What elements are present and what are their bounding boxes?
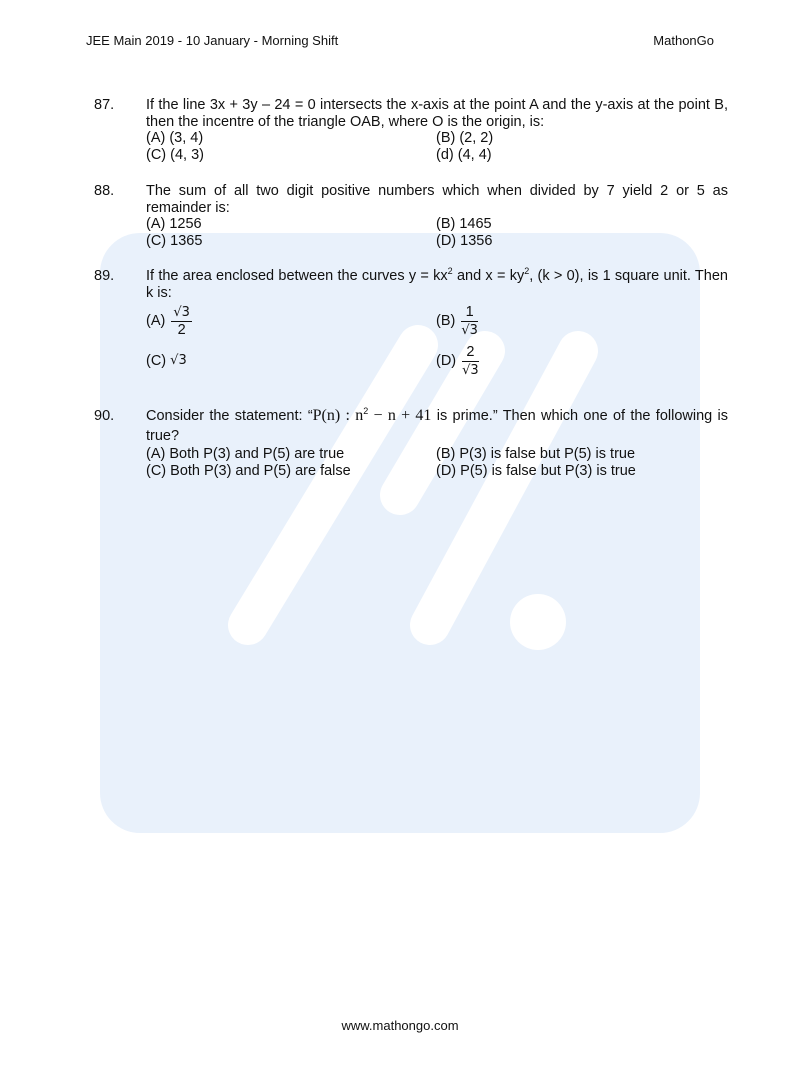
- option-a: (A) 1256: [146, 216, 202, 232]
- footer-url: www.mathongo.com: [341, 1018, 459, 1033]
- option-d: (D) 1356: [436, 232, 493, 249]
- question-89: [94, 268, 728, 381]
- option-d: (D) $\frac{2}{√3}$: [436, 343, 479, 378]
- option-a: (A) $\frac{√3}{2}$: [146, 304, 190, 338]
- question-number: 89.: [94, 268, 115, 284]
- option-d: (D) P(5) is false but P(3) is true: [436, 463, 636, 479]
- question-text: If the line 3x + 3y – 24 = 0 intersects the x-axis at the point A and the y-axis at the point B, then the incentre of the triangle OAB, where O is the origin, is:: [146, 97, 728, 130]
- question-87: [94, 97, 728, 163]
- question-90: [94, 406, 728, 480]
- header-brand: MathonGo: [653, 33, 714, 48]
- option-a: (A) (3, 4): [146, 130, 204, 146]
- option-c: (C) (4, 3): [146, 146, 204, 163]
- question-number: 87.: [94, 97, 115, 113]
- option-d: (d) (4, 4): [436, 146, 492, 163]
- question-number: 90.: [94, 408, 115, 424]
- question-text: The sum of all two digit positive numbers which when divided by 7 yield 2 or 5 as remainder is:: [146, 183, 728, 216]
- option-b: (B) (2, 2): [436, 130, 494, 146]
- option-b: (B) 1465: [436, 216, 492, 232]
- question-88: [94, 183, 728, 249]
- option-c: (C) 1365: [146, 232, 203, 249]
- question-text: Consider the statement: “P(n) : $n^2 - n + 41$ is prime.” Then which one of the following is true?: [146, 406, 729, 444]
- header-title: JEE Main 2019 - 10 January - Morning Shift: [86, 33, 339, 48]
- option-c: (C) √3: [146, 352, 187, 369]
- option-b: (B) $\frac{1}{√3}$: [436, 303, 478, 338]
- option-a: (A) Both P(3) and P(5) are true: [146, 446, 345, 462]
- question-text: If the area enclosed between the curves $y = kx^2$ and $x = ky^2$, (k > 0), is 1 square unit. Then k is:: [146, 266, 728, 301]
- question-number: 88.: [94, 183, 115, 199]
- option-b: (B) P(3) is false but P(5) is true: [436, 446, 636, 462]
- option-c: (C) Both P(3) and P(5) are false: [146, 463, 351, 479]
